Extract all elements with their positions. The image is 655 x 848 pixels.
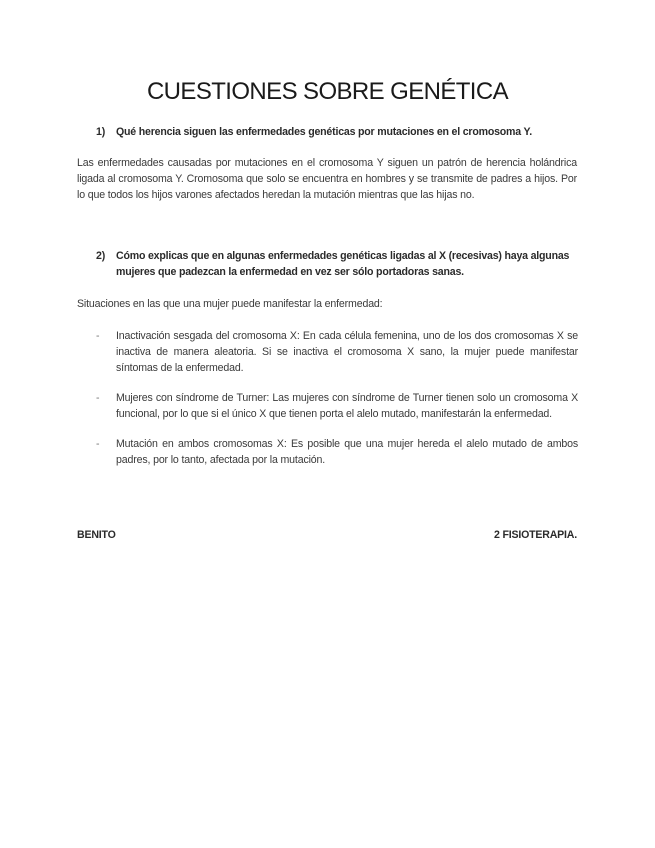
bullet-text: Mutación en ambos cromosomas X: Es posible que una mujer hereda el alelo mutado de ambos padres, por lo tanto, afectada por la mutación. xyxy=(116,438,578,466)
question-1 xyxy=(96,124,576,140)
question-2-text: Cómo explicas que en algunas enfermedades genéticas ligadas al X (recesivas) haya algunas mujeres que padezcan la enfermedad en vez ser sólo portadoras sanas. xyxy=(116,250,570,278)
list-item xyxy=(96,390,578,422)
bullet-marker: - xyxy=(96,392,100,404)
footer-author: BENITO xyxy=(77,529,116,541)
footer-course: 2 FISIOTERAPIA. xyxy=(494,529,577,541)
question-1-text: Qué herencia siguen las enfermedades genéticas por mutaciones en el cromosoma Y. xyxy=(116,126,532,138)
question-1-number: 1) xyxy=(96,126,106,138)
bullet-marker: - xyxy=(96,438,100,450)
list-item xyxy=(96,328,578,376)
answer-1-paragraph: Las enfermedades causadas por mutaciones en el cromosoma Y siguen un patrón de herencia holándrica ligada al cromosoma Y. Cromosoma que solo se encuentra en hombres y se transmite de padres a hijos. Por lo que todos los hijos varones afectados heredan la mutación mientras que las hijas no. xyxy=(77,157,577,201)
question-2-number: 2) xyxy=(96,250,106,262)
answer-2-bullet-list xyxy=(96,328,578,482)
bullet-text: Inactivación sesgada del cromosoma X: En cada célula femenina, uno de los dos cromosomas X se inactiva de manera aleatoria. Si se inactiva el cromosoma X sano, la mujer puede manifestar síntomas de la enfermedad. xyxy=(116,330,578,374)
list-item xyxy=(96,436,578,468)
question-2 xyxy=(96,248,576,280)
answer-2-intro: Situaciones en las que una mujer puede manifestar la enfermedad: xyxy=(77,298,383,310)
bullet-text: Mujeres con síndrome de Turner: Las mujeres con síndrome de Turner tienen solo un cromosoma X funcional, por lo que si el único X que tienen porta el alelo mutado, manifestarán la enfermedad. xyxy=(116,392,578,420)
bullet-marker: - xyxy=(96,330,100,342)
page-title: CUESTIONES SOBRE GENÉTICA xyxy=(146,78,509,105)
